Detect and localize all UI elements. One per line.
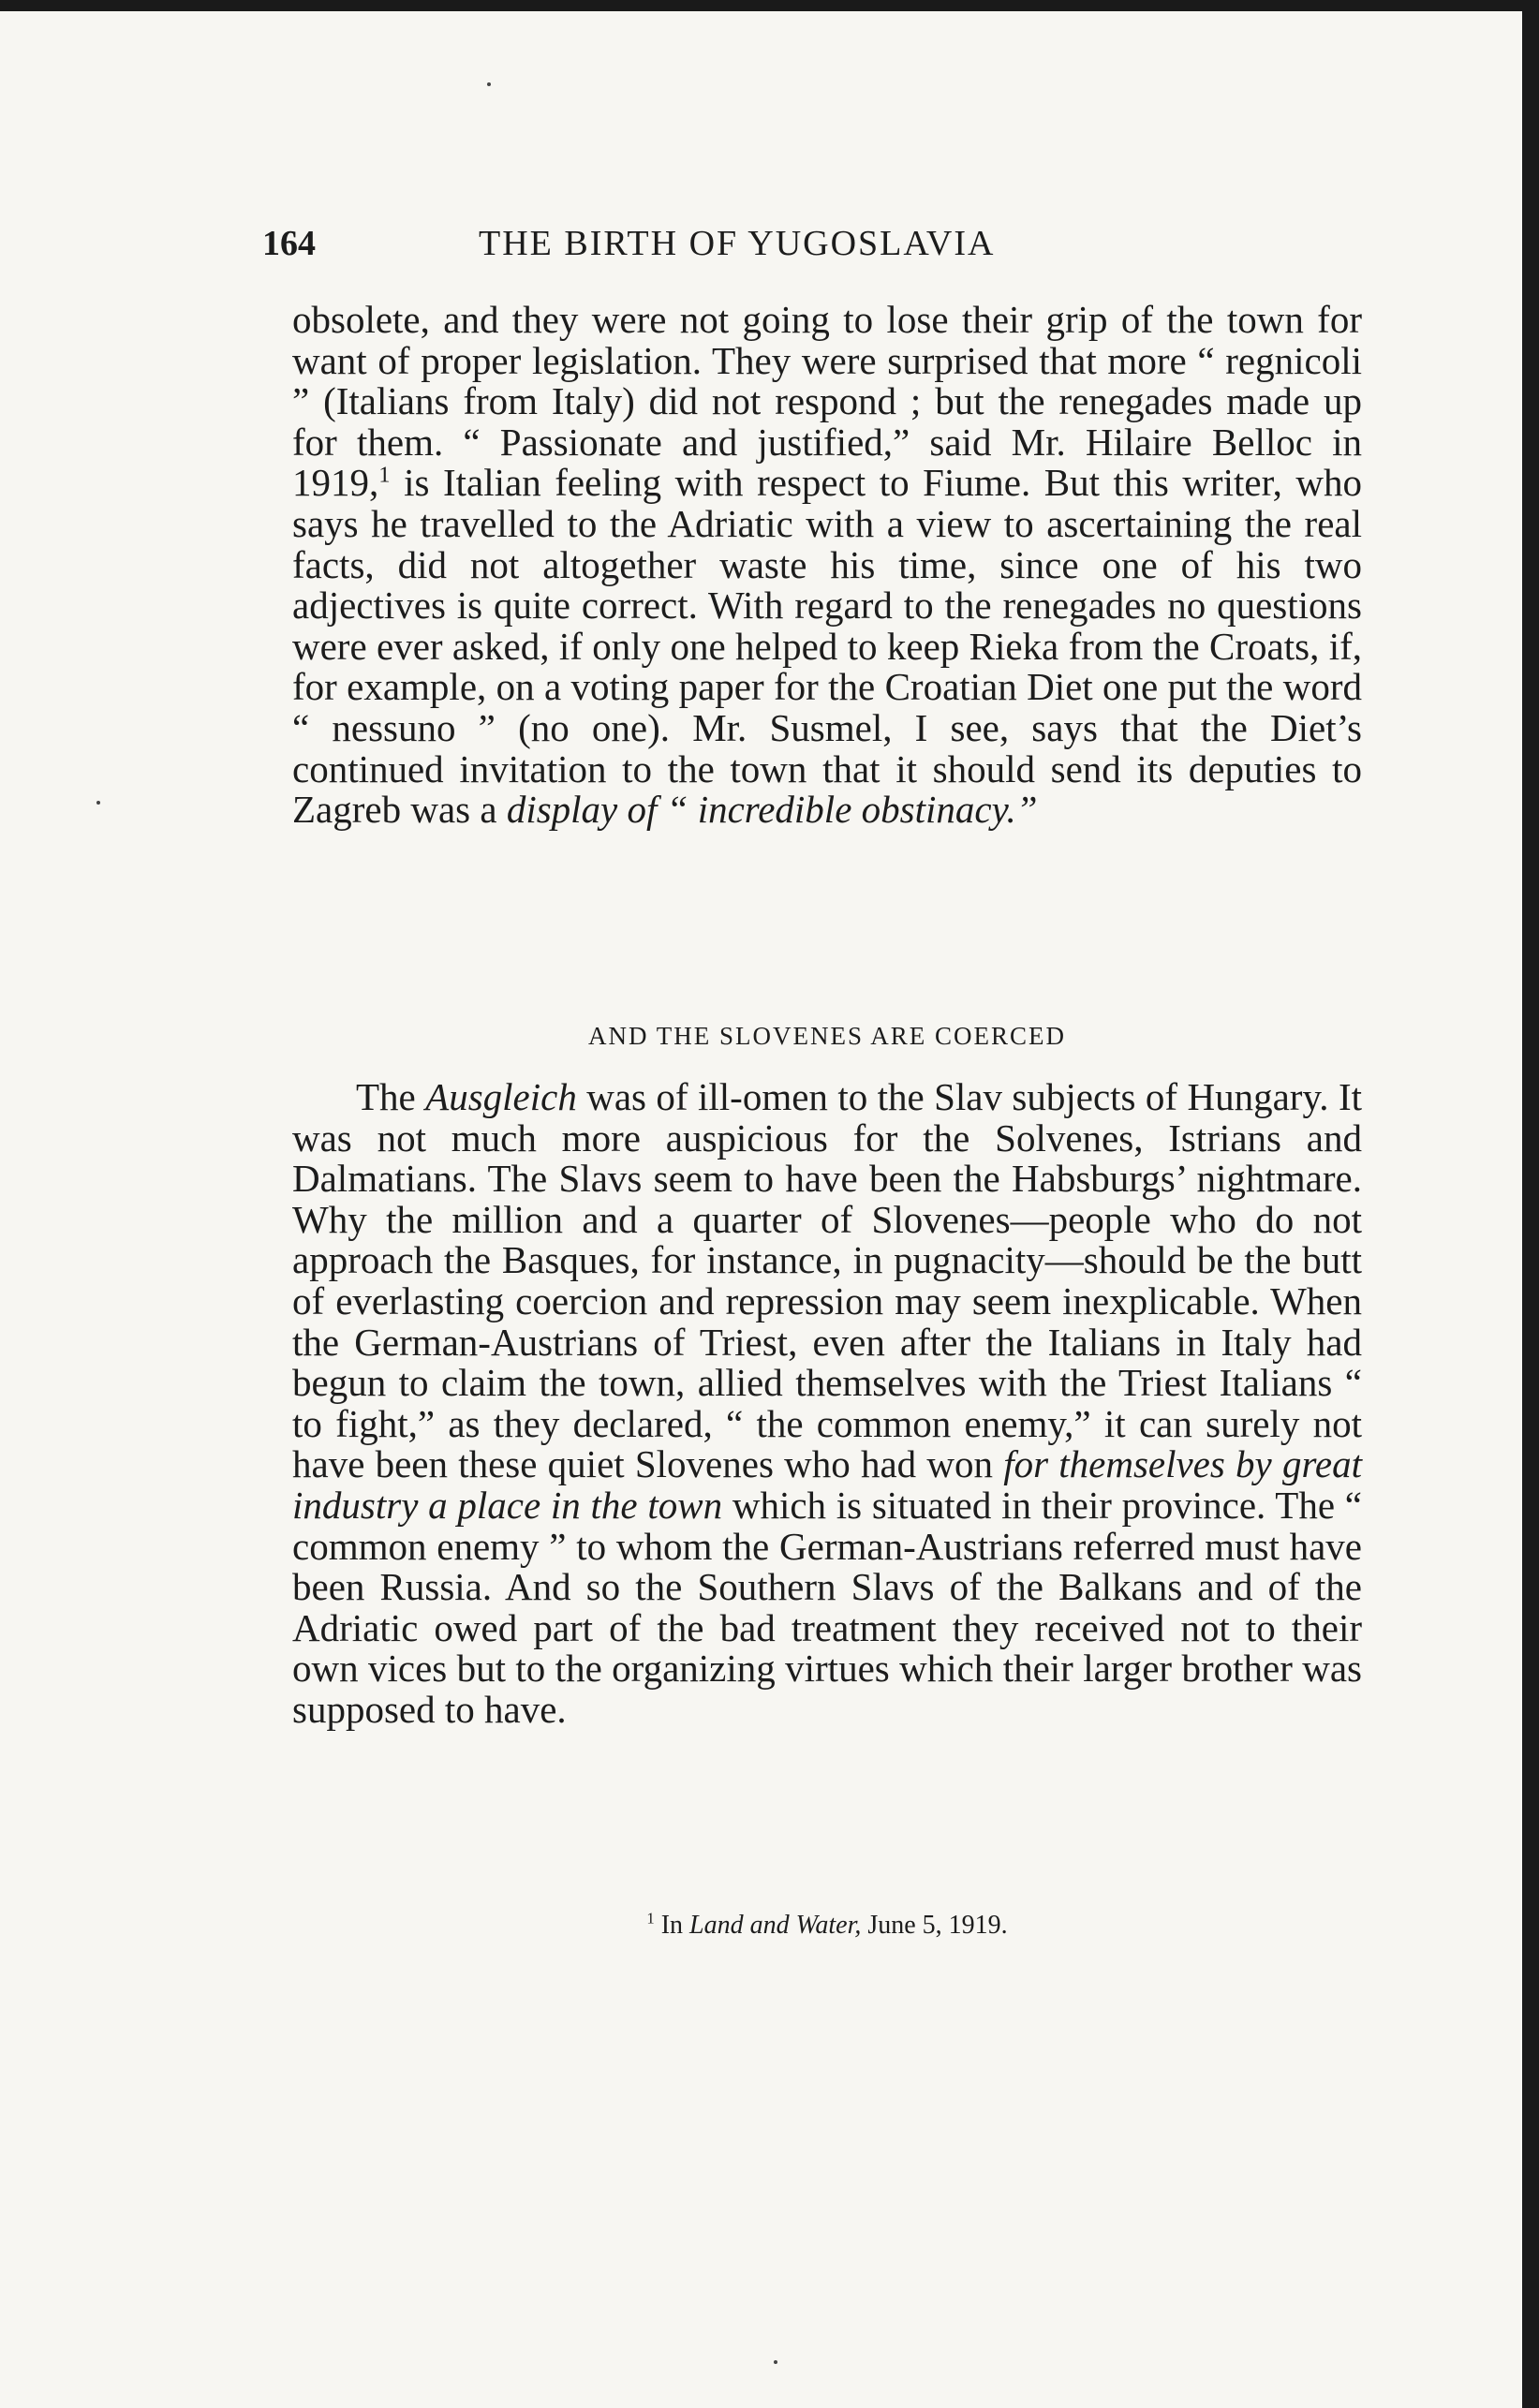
body-text-top: [292, 300, 1362, 831]
footnote-date: June 5, 1919.: [861, 1911, 1008, 1940]
paragraph-1-italic-phrase: display of “ incredible obstinacy.”: [506, 788, 1038, 832]
print-speck: [96, 801, 100, 805]
footnote-marker: 1: [646, 1909, 655, 1928]
paragraph-2-text-a: was of ill-omen to the Slav subjects of Hungary. It was not much more auspicious for the Solvenes, Istrians and Dalmatians. The Slavs seem to have been the Habsburgs’ nightmare. Why the million and a quarter of Slovenes—people who do not approach the Basques, for instance, in pugnacity—should be the butt of everlasting coercion and repression may seem inexplicable. When the German-Austrians of Triest, even after the Italians in Italy had begun to claim the town, allied themselves with the Triest Italians “ to fight,” as they declared, “ the common enemy,” it can surely not have been these quiet Slovenes who had won: [292, 1075, 1362, 1486]
paragraph-continued: [292, 300, 1362, 831]
paragraph-2-italic-phrase: for themselves by great industry a place in the town: [292, 1442, 1362, 1527]
book-title: THE BIRTH OF YUGOSLAVIA: [479, 224, 996, 263]
page-edge-shadow: [1522, 0, 1539, 2408]
paragraph-2-text-b: which is situated in their province. The “ common enemy ” to whom the German-Austrians referred must have been Russia. And so the Southern Slavs of the Balkans and of the Adriatic owed part of the bad treatment they received not to their own vices but to the organizing virtues which their larger brother was supposed to have.: [292, 1483, 1362, 1731]
paragraph-2-lead: The: [356, 1075, 426, 1118]
body-text-bottom: [292, 1077, 1362, 1731]
print-speck: [487, 82, 491, 86]
top-border: [0, 0, 1539, 11]
footnote-reference: 1: [378, 462, 391, 488]
paragraph-1-text-b: is Italian feeling with respect to Fiume. But this writer, who says he travelled to the Adriatic with a view to ascertaining the real facts, did not altogether waste his time, since one of his two adjectives is quite correct. With regard to the renegades no questions were ever asked, if only one helped to keep Rieka from the Croats, if, for example, on a voting paper for the Croatian Diet one put the word “ nessuno ” (no one). Mr. Susmel, I see, says that the Diet’s continued invitation to the town that it should send its deputies to Zagreb was a: [292, 461, 1362, 832]
footnote-prefix: In: [654, 1911, 690, 1940]
footnote-source: Land and Water,: [689, 1911, 862, 1940]
footnote: [292, 1911, 1362, 1941]
running-head: [262, 223, 1208, 279]
paragraph-2-italic-term: Ausgleich: [425, 1075, 577, 1118]
paragraph-1-text-a: obsolete, and they were not going to lose their grip of the town for want of proper legislation. They were surprised that more “ regnicoli ” (Italians from Italy) did not respond ; but the renegades made up for them. “ Passionate and justified,” said Mr. Hilaire Belloc in 1919,: [292, 298, 1362, 505]
section-heading: AND THE SLOVENES ARE COERCED: [587, 1022, 1067, 1050]
page-number: 164: [262, 224, 316, 263]
paragraph-2: [292, 1077, 1362, 1731]
print-speck: [774, 2360, 777, 2364]
